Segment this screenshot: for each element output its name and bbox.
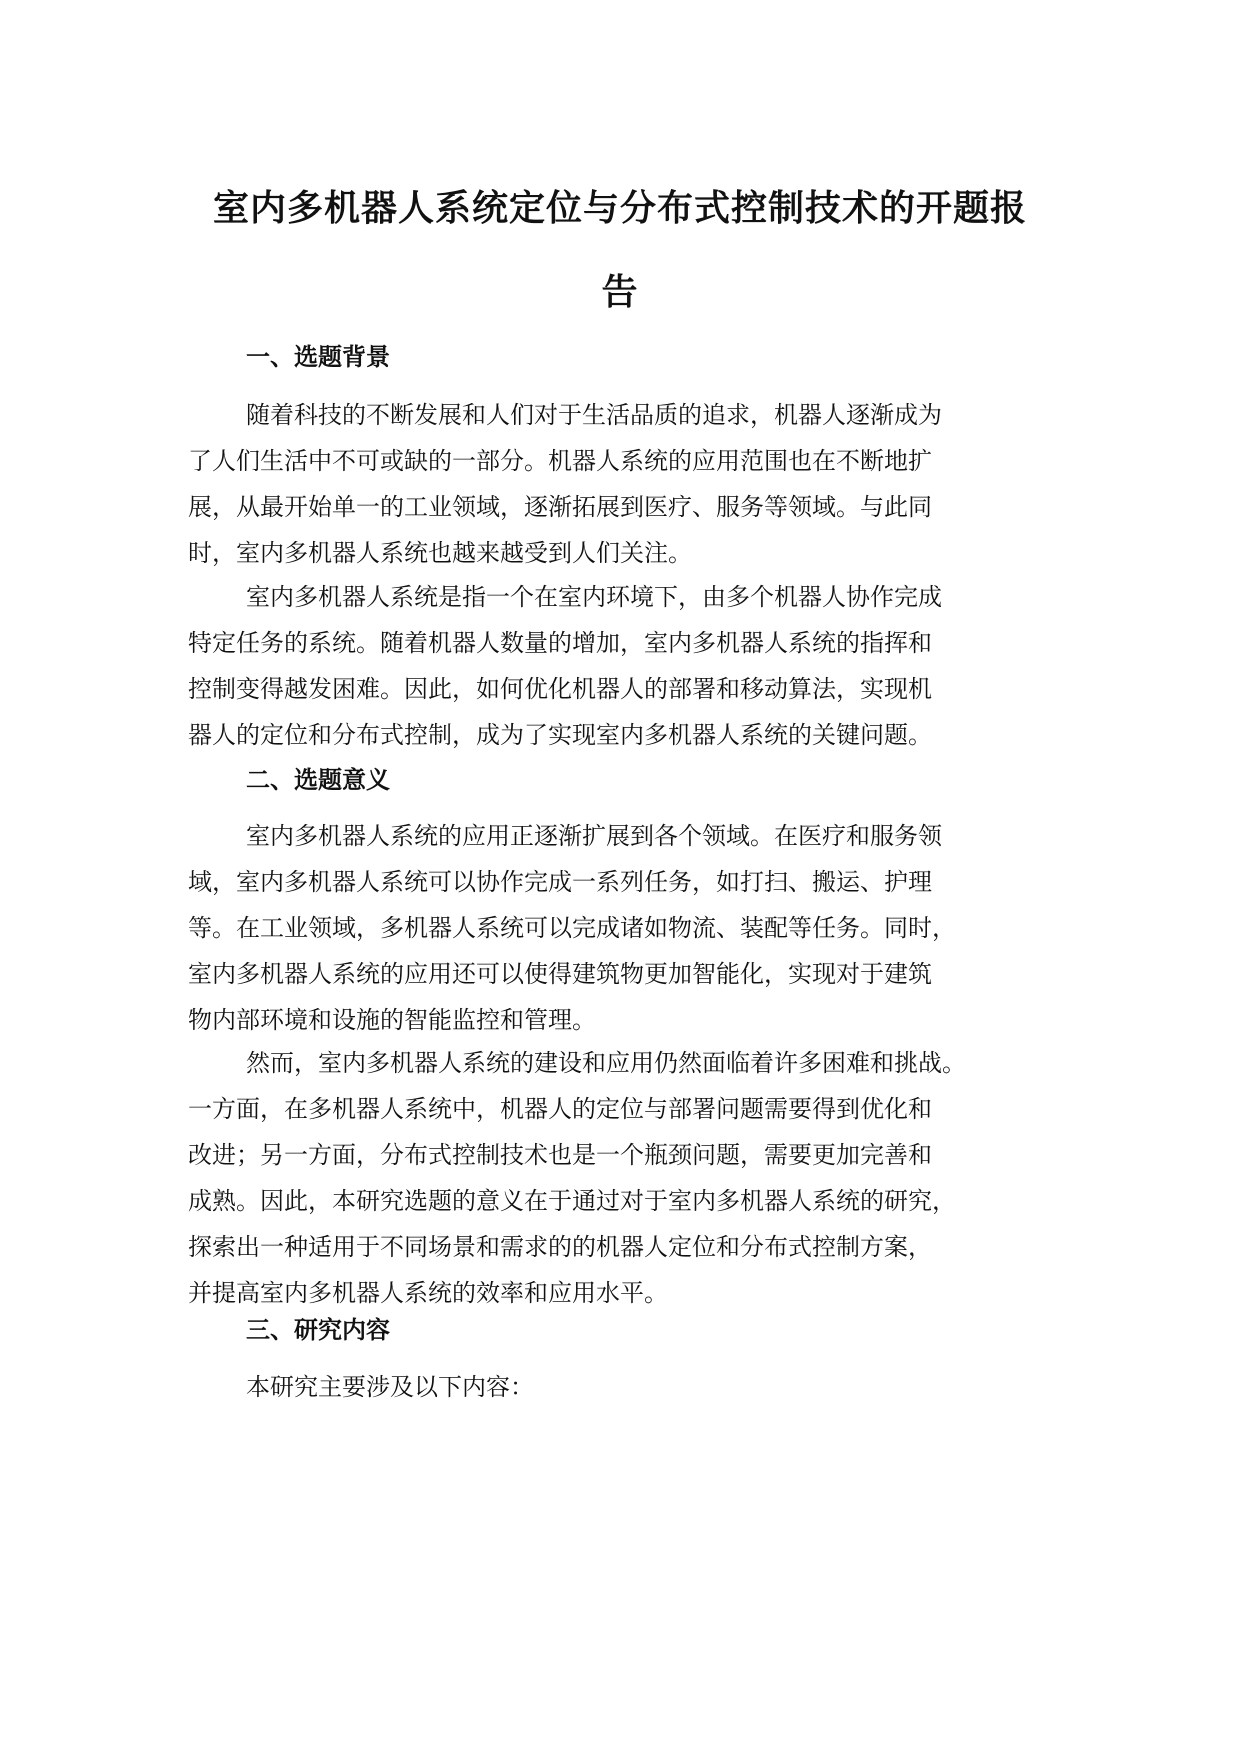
text-line: 室内多机器人系统的应用正逐渐扩展到各个领域。在医疗和服务领: [246, 822, 942, 850]
text-line: 展，从最开始单一的工业领域，逐渐拓展到医疗、服务等领域。与此同: [188, 493, 932, 521]
text-line: 控制变得越发困难。因此，如何优化机器人的部署和移动算法，实现机: [188, 675, 932, 703]
paragraph-research-content-1: [188, 1364, 1088, 1410]
text-line: 时，室内多机器人系统也越来越受到人们关注。: [188, 539, 692, 567]
document-title-line-1: 室内多机器人系统定位与分布式控制技术的开题报: [212, 188, 1027, 229]
text-line: 室内多机器人系统是指一个在室内环境下，由多个机器人协作完成: [246, 583, 942, 611]
text-line: 并提高室内多机器人系统的效率和应用水平。: [188, 1279, 668, 1307]
paragraph-significance-2: [188, 1040, 1088, 1316]
text-line: 室内多机器人系统的应用还可以使得建筑物更加智能化，实现对于建筑: [188, 960, 932, 988]
section-heading-research-content: 三、研究内容: [246, 1316, 390, 1344]
text-line: 探索出一种适用于不同场景和需求的的机器人定位和分布式控制方案，: [188, 1233, 932, 1261]
document-title-line-2: 告: [601, 272, 639, 313]
paragraph-background-2: [188, 574, 1088, 758]
text-line: 特定任务的系统。随着机器人数量的增加，室内多机器人系统的指挥和: [188, 629, 932, 657]
text-line: 器人的定位和分布式控制，成为了实现室内多机器人系统的关键问题。: [188, 721, 932, 749]
text-line: 本研究主要涉及以下内容：: [246, 1373, 534, 1401]
text-line: 随着科技的不断发展和人们对于生活品质的追求，机器人逐渐成为: [246, 401, 942, 429]
text-line: 改进；另一方面，分布式控制技术也是一个瓶颈问题，需要更加完善和: [188, 1141, 932, 1169]
text-line: 等。在工业领域，多机器人系统可以完成诸如物流、装配等任务。同时，: [188, 914, 956, 942]
text-line: 域，室内多机器人系统可以协作完成一系列任务，如打扫、搬运、护理: [188, 868, 932, 896]
section-heading-background: 一、选题背景: [246, 343, 390, 371]
text-line: 然而，室内多机器人系统的建设和应用仍然面临着许多困难和挑战。: [246, 1049, 966, 1077]
text-line: 了人们生活中不可或缺的一部分。机器人系统的应用范围也在不断地扩: [188, 447, 932, 475]
text-line: 一方面，在多机器人系统中，机器人的定位与部署问题需要得到优化和: [188, 1095, 932, 1123]
paragraph-significance-1: [188, 813, 1088, 1043]
paragraph-background-1: [188, 392, 1088, 576]
text-line: 物内部环境和设施的智能监控和管理。: [188, 1006, 596, 1034]
section-heading-significance: 二、选题意义: [246, 766, 390, 794]
text-line: 成熟。因此，本研究选题的意义在于通过对于室内多机器人系统的研究，: [188, 1187, 956, 1215]
